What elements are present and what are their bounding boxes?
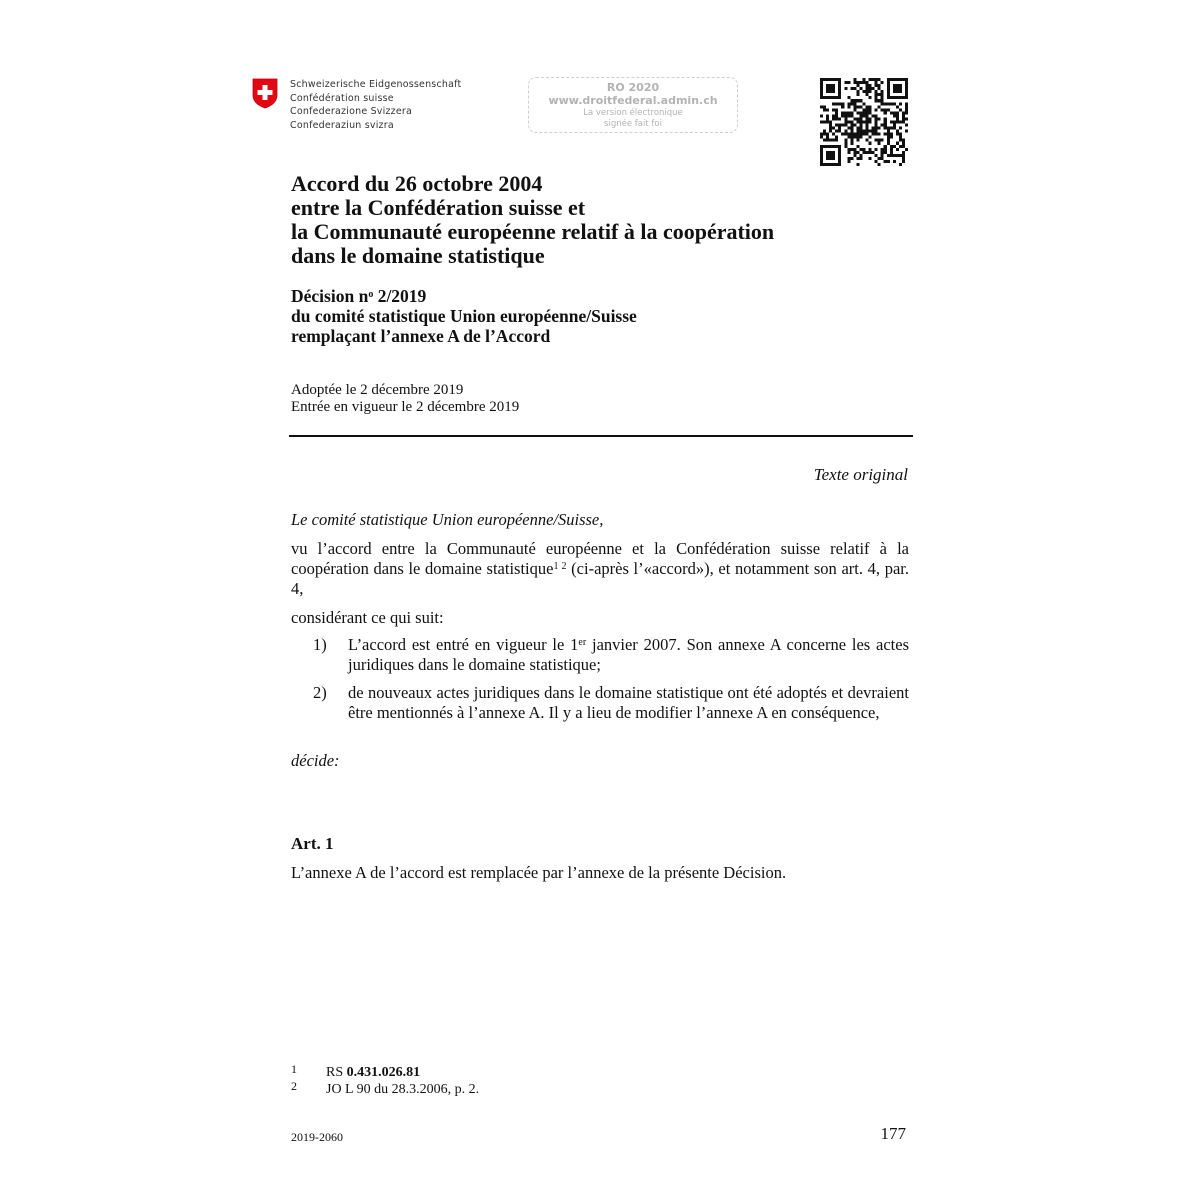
article-text: L’annexe A de l’accord est remplacée par l’annexe de la présente Décision. [291,863,787,882]
list-item-text [348,635,909,675]
title-line: entre la Confédération suisse et [291,195,586,220]
title-line: Accord du 26 octobre 2004 [291,171,543,196]
official-publication-stamp [528,77,738,133]
document-title [291,172,774,268]
title-line: la Communauté européenne relatif à la coopération [291,219,775,244]
list-item-text: de nouveaux actes juridiques dans le domaine statistique ont été adoptés et devraient être mentionnés à l’annexe A. Il y a lieu de modifier l’annexe A en conséquence, [348,683,909,722]
preamble: Le comité statistique Union européenne/Suisse, [291,510,604,529]
vu-paragraph [291,539,909,599]
confederation-name [290,78,461,132]
stamp-note-2: signée fait foi [604,119,662,129]
confederation-line-de: Schweizerische Eidgenossenschaft [290,79,462,90]
vu-text-after: (ci-après l’«accord»), et notamment son art. 4, par. 4, [291,559,909,598]
title-line: dans le domaine statistique [291,243,545,268]
header-divider [289,435,913,437]
footnote-refs[interactable]: 1 2 [553,561,567,572]
vu-text-before: vu l’accord entre la Communauté européenne et la Confédération suisse relatif à la coopération dans le domaine statistique [291,539,909,578]
article-heading: Art. 1 [291,834,334,853]
confederation-line-fr: Confédération suisse [290,92,394,104]
list-item-number: 2) [313,683,327,702]
footnote-number: 2 [291,1079,297,1093]
decision-line-2: du comité statistique Union européenne/Suisse [291,306,637,326]
footnote-text: JO L 90 du 28.3.2006, p. 2. [326,1082,480,1097]
adopted-date: Adoptée le 2 décembre 2019 [291,382,464,398]
dates-block [291,382,519,416]
confederation-line-rm: Confederaziun svizra [290,119,394,131]
stamp-ro: RO 2020 [606,81,660,94]
item-text-before: L’accord est entré en vigueur le 1 [348,635,579,654]
decision-number: 2/2019 [373,286,427,306]
item-text-after: janvier 2007. Son annexe A concerne les actes juridiques dans le domaine statistique; [348,635,909,674]
decision-line-3: remplaçant l’annexe A de l’Accord [291,326,551,346]
decision-prefix: Décision n [291,286,369,306]
decision-sup: o [368,289,374,300]
swiss-cross-icon [252,78,278,109]
qr-code-icon [820,78,908,166]
document-code: 2019-2060 [291,1130,343,1144]
footnote-number: 1 [291,1062,297,1076]
footnote-prefix: RS [326,1065,347,1080]
decide: décide: [291,751,340,770]
stamp-note-1: La version électronique [583,108,683,118]
page-number: 177 [880,1124,906,1143]
list-item-number: 1) [313,635,327,654]
considerant: considérant ce qui suit: [291,608,444,627]
original-text-label: Texte original [813,465,908,484]
confederation-line-it: Confederazione Svizzera [290,106,413,117]
item-sup: er [578,637,587,648]
footnote-rs-number[interactable]: 0.431.026.81 [346,1065,421,1080]
in-force-date: Entrée en vigueur le 2 décembre 2019 [291,399,520,415]
decision-heading [291,286,637,346]
stamp-link[interactable]: www.droitfederal.admin.ch [548,94,718,107]
footnote-text [326,1065,420,1080]
decision-line-1 [291,286,637,306]
